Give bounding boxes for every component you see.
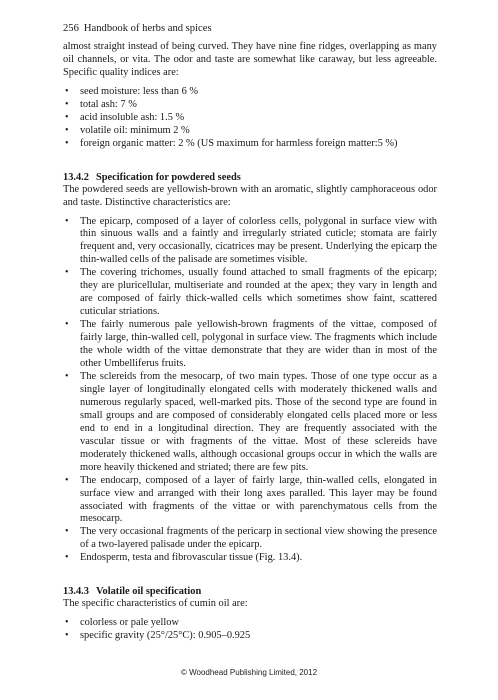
list-item: • acid insoluble ash: 1.5 %	[65, 111, 185, 123]
volatile-oil-paragraph: The specific characteristics of cumin oil are:	[63, 598, 248, 610]
bullet-icon: •	[65, 526, 69, 538]
bullet-icon: •	[65, 215, 69, 227]
book-page	[63, 22, 437, 643]
section-heading-volatile-oil: 13.4.3 Volatile oil specification	[63, 586, 202, 598]
bullet-icon: •	[65, 111, 69, 123]
volatile-oil-list	[63, 617, 437, 643]
list-item: • The very occasional fragments of the pericarp in sectional view showing the presence of a two-layered palisade under the epicarp.	[65, 526, 437, 551]
list-item: • specific gravity (25°/25°C): 0.905–0.925	[65, 630, 251, 642]
bullet-icon: •	[65, 267, 69, 279]
copyright-footer: © Woodhead Publishing Limited, 2012	[180, 668, 318, 677]
running-title: Handbook of herbs and spices	[83, 23, 212, 34]
bullet-icon: •	[65, 319, 69, 331]
list-item: • The epicarp, composed of a layer of colorless cells, polygonal in surface view with thin sinuous walls and a faintly and irregularly striated cuticle; stomata are fairly frequent and, very occasionally, cicatrices may be present. Underlying the epicarp the thin-walled cells of the palisade are sometimes visible.	[65, 215, 437, 266]
list-item: • total ash: 7 %	[65, 98, 137, 110]
bullet-icon: •	[65, 370, 69, 382]
bullet-icon: •	[65, 85, 69, 97]
list-item: • volatile oil: minimum 2 %	[65, 124, 190, 136]
bullet-icon: •	[65, 552, 69, 564]
bullet-icon: •	[65, 137, 69, 149]
list-item: • Endosperm, testa and fibrovascular tissue (Fig. 13.4).	[65, 552, 303, 564]
list-item: • The covering trichomes, usually found attached to small fragments of the epicarp; they are pluricellular, multiseriate and rounded at the apex; they vary in length and are composed of fairly thick-walled cells which sometimes show faint, scattered cuticular striations.	[65, 267, 437, 318]
running-header	[63, 22, 437, 35]
list-item: • colorless or pale yellow	[65, 617, 179, 629]
list-item: • The sclereids from the mesocarp, of two main types. Those of one type occur as a single layer of longitudinally elongated cells with moderately thickened walls and numerous regularly spaced, well-marked pits. Those of the second type are found in small groups and are composed of considerably elongated cells placed more or less end to end in a longitudinal direction. They are frequently associated with the vascular tissue or with fragments of the vittae. Most of these sclereids have moderately thickened walls, although occasional groups occur in which the walls are more heavily thickened and striated; there are few pits.	[65, 370, 437, 473]
bullet-icon: •	[65, 617, 69, 629]
page-number: 256	[63, 23, 79, 34]
section-heading-powdered-seeds: 13.4.2 Specification for powdered seeds	[63, 171, 241, 183]
bullet-icon: •	[65, 124, 69, 136]
powdered-seeds-paragraph: The powdered seeds are yellowish-brown with an aromatic, slightly camphoraceous odor and taste. Distinctive characteristics are:	[63, 183, 437, 208]
powdered-seeds-list	[63, 216, 437, 566]
intro-paragraph: almost straight instead of being curved. They have nine fine ridges, overlapping as many oil channels, or vita. The odor and taste are somewhat like caraway, but less agreeable. Specific quality indices are:	[63, 41, 437, 78]
list-item: • The endocarp, composed of a layer of fairly large, thin-walled cells, elongated in surface view and arranged with their long axes paralled. This layer may be found associated with fragments of the vittae or with parenchymatous cells from the mesocarp.	[65, 474, 437, 525]
bullet-icon: •	[65, 474, 69, 486]
list-item: • foreign organic matter: 2 % (US maximum for harmless foreign matter:5 %)	[65, 137, 398, 149]
list-item: • seed moisture: less than 6 %	[65, 85, 199, 97]
quality-indices-list	[63, 86, 437, 151]
list-item: • The fairly numerous pale yellowish-brown fragments of the vittae, composed of fairly large, thin-walled cell, polygonal in surface view. The fragments which include the whole width of the vittae demonstrate that they are wider than in most of the other Umbelliferus fruits.	[65, 319, 437, 370]
bullet-icon: •	[65, 98, 69, 110]
bullet-icon: •	[65, 630, 69, 642]
